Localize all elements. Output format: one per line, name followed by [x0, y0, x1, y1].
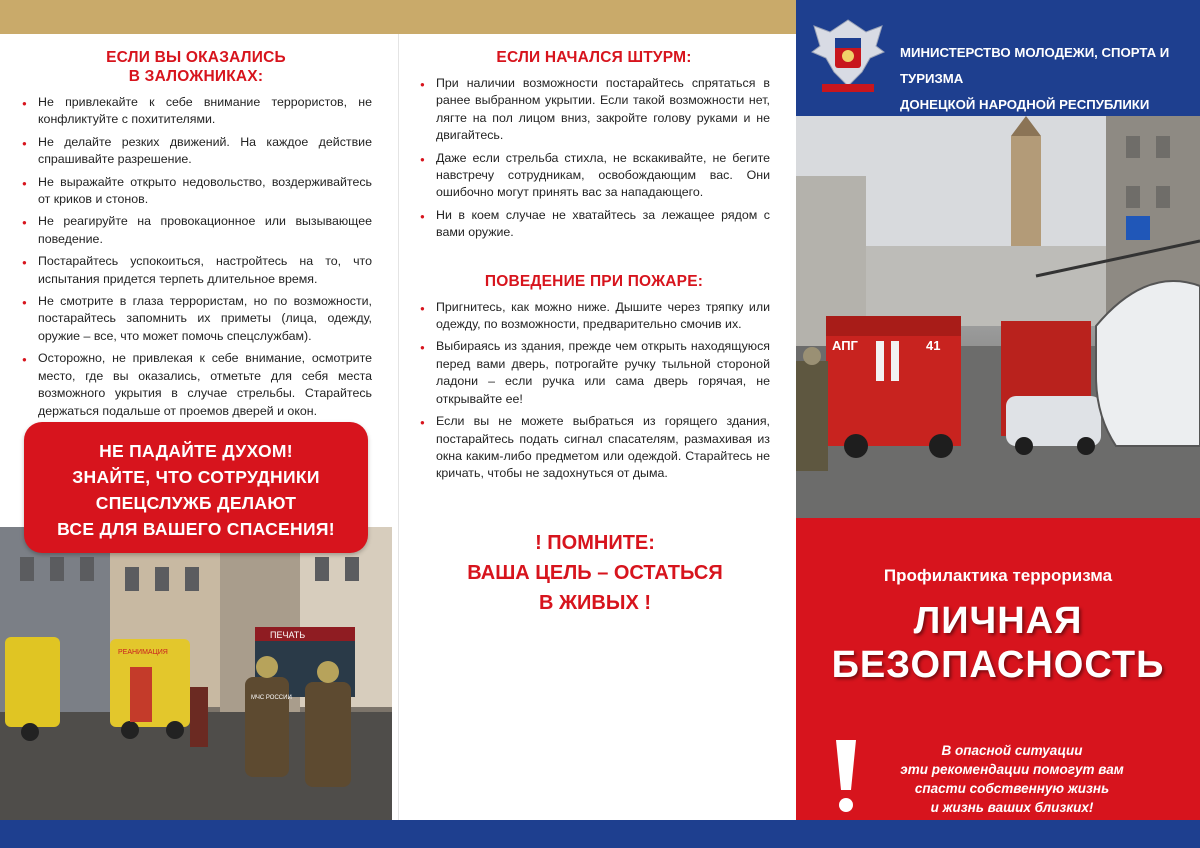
callout-line: ВСЕ ДЛЯ ВАШЕГО СПАСЕНИЯ! — [57, 519, 335, 539]
panel-fold-line — [398, 34, 399, 820]
ministry-emblem-icon — [808, 12, 888, 96]
list-item: ● Осторожно, не привлекая к себе внимание, осмотрите место, где вы оказались, отметьте для себя места возможного укрытия в случае стрельбы. Старайтесь держаться подальше от проемов дверей и окон. — [20, 350, 372, 420]
remember-message — [420, 528, 770, 618]
cover-title-line: БЕЗОПАСНОСТЬ — [831, 644, 1165, 686]
list-item: ● Не делайте резких движений. На каждое действие спрашивайте разрешение. — [20, 134, 372, 169]
encouragement-callout — [24, 422, 368, 553]
hostages-section — [20, 48, 372, 425]
callout-line: ЗНАЙТЕ, ЧТО СОТРУДНИКИ — [72, 467, 320, 487]
list-item: ● Если вы не можете выбраться из горящего здания, постарайтесь подать сигнал спасателям, размахивая из окна каким-либо предметом или одеждой. Старайтесь не кричать, чтобы не задохнуться от дыма. — [418, 413, 770, 483]
remember-line: ! ПОМНИТЕ: — [535, 532, 655, 554]
advice-line: В опасной ситуации — [941, 743, 1083, 758]
kiosk-label: ПЕЧАТЬ — [270, 630, 306, 640]
bottom-blue-band — [0, 820, 1200, 848]
hostages-title-line: В ЗАЛОЖНИКАХ: — [128, 68, 264, 85]
ministry-line: ДОНЕЦКОЙ НАРОДНОЙ РЕСПУБЛИКИ — [900, 97, 1150, 112]
hostages-title-line: ЕСЛИ ВЫ ОКАЗАЛИСЬ — [106, 49, 286, 66]
hostages-title — [20, 48, 372, 86]
list-item: ● Выбираясь из здания, прежде чем открыть находящуюся перед вами дверь, потрогайте ручку тыльной стороной ладони – если ручка или сама дверь горячая, не открывайте ее! — [418, 338, 770, 408]
fire-truck-number: 41 — [926, 338, 941, 353]
list-item: ● Не смотрите в глаза террористам, но по возможности, постарайтесь запомнить их приметы (лица, одежду, оружие – все, что может помочь спецслужбам). — [20, 293, 372, 345]
assault-section — [418, 48, 770, 488]
list-item: ● Даже если стрельба стихла, не вскакивайте, не бегите навстречу сотрудникам, освобождающим вас. Они ошибочно могут принять вас за нападающего. — [418, 150, 770, 202]
list-item: ● Не выражайте открыто недовольство, воздерживайтесь от криков и стонов. — [20, 174, 372, 209]
list-item: ● Ни в коем случае не хватайтесь за лежащее рядом с вами оружие. — [418, 207, 770, 242]
fire-title: ПОВЕДЕНИЕ ПРИ ПОЖАРЕ: — [484, 272, 704, 290]
advice-line: спасти собственную жизнь — [914, 781, 1110, 796]
list-item: ● При наличии возможности постарайтесь спрятаться в ранее выбранном укрытии. Если такой возможности нет, лягте на пол лицом вниз, закройте голову руками и не двигайтесь. — [418, 75, 770, 145]
advice-line: и жизнь ваших близких! — [930, 800, 1094, 815]
rescue-street-scene — [0, 527, 392, 820]
ministry-name — [900, 40, 1200, 118]
callout-line: НЕ ПАДАЙТЕ ДУХОМ! — [99, 441, 293, 461]
assault-list — [418, 75, 770, 242]
mchs-label: МЧС РОССИИ — [251, 695, 292, 701]
top-gold-band — [0, 0, 796, 34]
rescue-workers-photo — [0, 527, 392, 820]
fire-list — [418, 299, 770, 483]
ambulance-label: РЕАНИМАЦИЯ — [118, 649, 168, 656]
cover-title-line: ЛИЧНАЯ — [913, 600, 1083, 642]
cover-title — [796, 599, 1200, 687]
advice-line: эти рекомендации помогут вам — [900, 762, 1124, 777]
list-item: ● Не реагируйте на провокационное или вызывающее поведение. — [20, 213, 372, 248]
cover-advice — [862, 741, 1162, 817]
list-item: ● Не привлекайте к себе внимание террористов, не конфликтуйте с похитителями. — [20, 94, 372, 129]
remember-line: ВАША ЦЕЛЬ – ОСТАТЬСЯ — [467, 562, 723, 584]
list-item: ● Пригнитесь, как можно ниже. Дышите через тряпку или одежду, по возможности, предварительно смочив их. — [418, 299, 770, 334]
fire-truck-label: АПГ — [832, 338, 858, 353]
assault-title: ЕСЛИ НАЧАЛСЯ ШТУРМ: — [496, 49, 692, 66]
emergency-street-photo — [796, 116, 1200, 518]
cover-subtitle: Профилактика терроризма — [883, 566, 1113, 585]
remember-line: В ЖИВЫХ ! — [538, 592, 652, 614]
hostages-list — [20, 94, 372, 420]
emergency-vehicles-scene — [796, 116, 1200, 518]
callout-line: СПЕЦСЛУЖБ ДЕЛАЮТ — [95, 493, 297, 513]
ministry-line: МИНИСТЕРСТВО МОЛОДЕЖИ, СПОРТА И ТУРИЗМА — [900, 45, 1170, 86]
list-item: ● Постарайтесь успокоиться, настройтесь на то, что испытания придется терпеть длительное время. — [20, 253, 372, 288]
